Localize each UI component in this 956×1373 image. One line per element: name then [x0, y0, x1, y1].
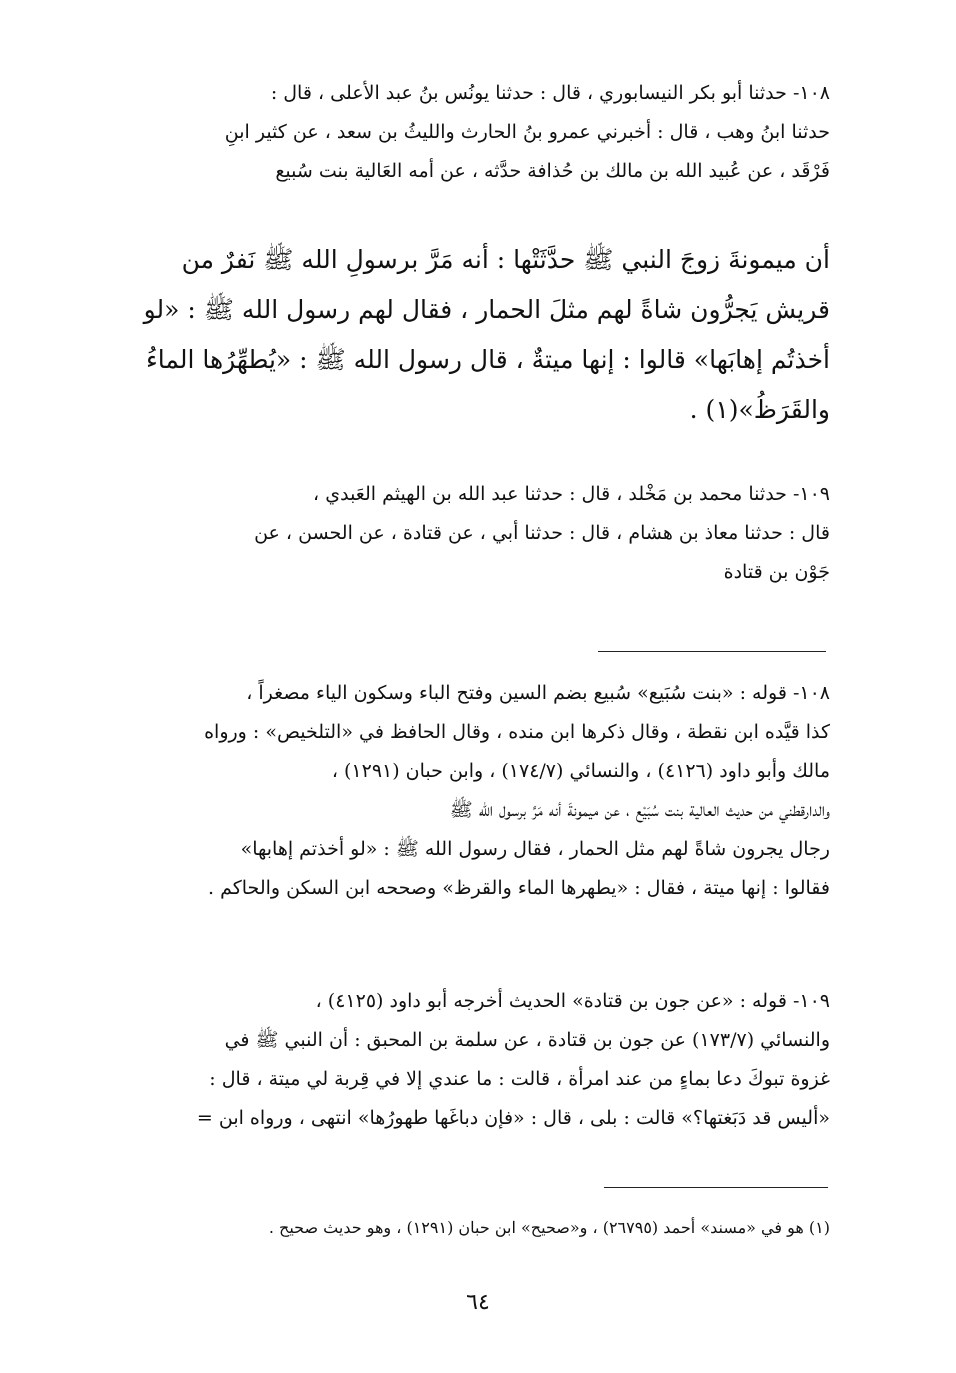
- text-line: والقَرَظُ»(١) .: [689, 395, 830, 424]
- text-line: قريش يَجرُّون شاةً لهم مثلَ الحمار ، فقال لهم رسول الله ﷺ : «لو: [143, 295, 830, 324]
- text-line: أخذتُم إهابَها» قالوا : إنها ميتةٌ ، قال رسول الله ﷺ : «يُطهِّرُها الماءُ: [146, 345, 830, 374]
- footnote: [118, 1214, 830, 1242]
- text-line: فقالوا : إنها ميتة ، فقال : «يطهرها الماء والقرظ» وصححه ابن السكن والحاكم .: [208, 877, 830, 899]
- hadith-109-isnad: [118, 475, 830, 592]
- hadith-108-isnad: [118, 74, 830, 191]
- text-line: رجال يجرون شاةً لهم مثل الحمار ، فقال رسول الله ﷺ : «لو أخذتم إهابها»: [240, 838, 830, 860]
- footnote-text: (١) هو في «مسند» أحمد (٢٦٧٩٥) ، و«صحيح» ابن حبان (١٢٩١) ، وهو حديث صحيح .: [268, 1218, 830, 1237]
- text-line: والنسائي (١٧٣/٧) عن جون بن قتادة ، عن سلمة بن المحبق : أن النبي ﷺ في: [224, 1029, 830, 1051]
- text-line: «أليس قد دَبَغتها؟» قالت : بلى ، قال : «فإن دباغَها طهورُها» انتهى ، ورواه ابن =: [196, 1107, 830, 1129]
- note-109: [118, 982, 830, 1138]
- text-line: ١٠٩- حدثنا محمد بن مَخْلد ، قال : حدثنا عبد الله بن الهيثم العَبدي ،: [313, 483, 830, 505]
- text-line: غزوة تبوكَ دعا بماءٍ من عند امرأة ، قالت : ما عندي إلا في قِربة لي ميتة ، قال :: [209, 1068, 830, 1090]
- text-line: فَرْقَد ، عن عُبيد الله بن مالك بن حُذافة حدَّثه ، عن أمه العَالية بنت سُبيع: [275, 160, 830, 182]
- text-line: والدارقطني من حديث العالية بنت سُبَيْع ، عن ميمونةَ أنه مَرَّ برسول الله ﷺ: [449, 799, 830, 821]
- notes-separator: [598, 651, 826, 652]
- footnote-separator: [604, 1187, 828, 1188]
- text-line: ١٠٨- حدثنا أبو بكر النيسابوري ، قال : حدثنا يونُس بنُ عبد الأعلى ، قال :: [270, 82, 830, 104]
- text-line: كذا قيَّده ابن نقطة ، وقال ذكرها ابن منده ، وقال الحافظ في «التلخيص» : ورواه: [204, 721, 830, 743]
- note-108: [118, 674, 830, 908]
- hadith-108-matn: [118, 235, 830, 435]
- text-line: جَوْن بن قتادة: [723, 561, 830, 583]
- text-line: أن ميمونةَ زوجَ النبي ﷺ حدَّثَتْها : أنه مَرَّ برسولِ الله ﷺ نَفرٌ من: [181, 245, 830, 274]
- text-line: مالك وأبو داود (٤١٢٦) ، والنسائي (١٧٤/٧) ، وابن حبان (١٢٩١) ،: [331, 760, 830, 782]
- text-line: ١٠٨- قوله : «بنت سُبَيع» سُبيع بضم السين وفتح الباء وسكون الياء مصغراً ،: [246, 682, 830, 704]
- text-line: قال : حدثنا معاذ بن هشام ، قال : حدثنا أبي ، عن قتادة ، عن الحسن ، عن: [254, 522, 830, 544]
- text-line: حدثنا ابنُ وهب ، قال : أخبرني عمرو بنُ الحارث والليثُ بن سعد ، عن كثير ابنِ: [224, 121, 830, 143]
- text-line: ١٠٩- قوله : «عن جون بن قتادة» الحديث أخرجه أبو داود (٤١٢٥) ،: [315, 990, 830, 1012]
- page-number: ٦٤: [466, 1290, 490, 1315]
